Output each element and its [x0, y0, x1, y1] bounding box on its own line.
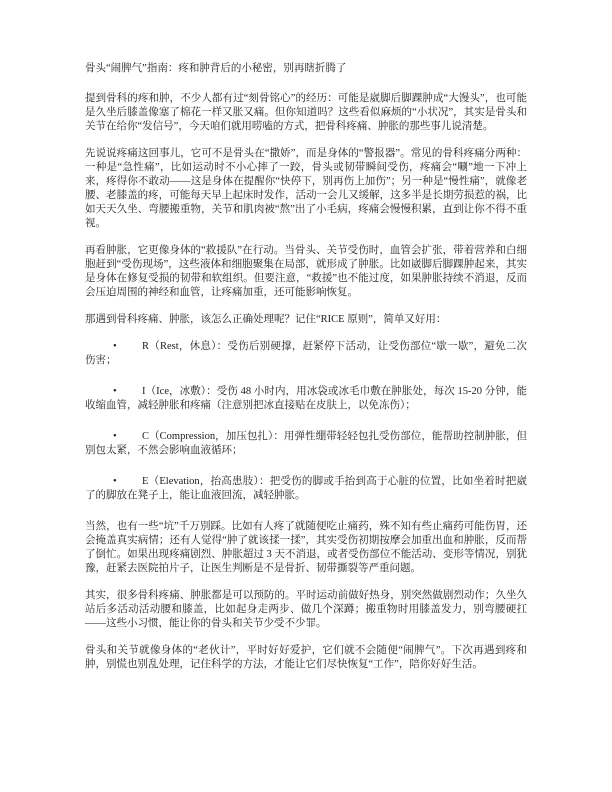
paragraph-intro: 提到骨科的疼和肿，不少人都有过“刻骨铭心”的经历：可能是崴脚后脚踝肿成“大馒头”，也可能是久坐后膝盖像塞了棉花一样又胀又痛。但你知道吗？这些看似麻烦的“小状况”，其实是骨头和关节在给你“发信号”，今天咱们就用唠嗑的方式，把骨科疼痛、肿胀的那些事儿说清楚。: [85, 93, 527, 132]
paragraph-pain: 先说说疼痛这回事儿，它可不是骨头在“撒娇”，而是身体的“警报器”。常见的骨科疼痛分两种：一种是“急性痛”，比如运动时不小心摔了一跤，骨头或韧带瞬间受伤，疼痛会“唰”地一下冲上来，疼得你不敢动——这是身体在提醒你“快停下，别再伤上加伤”；另一种是“慢性痛”，就像老腰、老膝盖的疼，可能每天早上起床时发作，活动一会儿又缓解，这多半是长期劳损惹的祸，比如天天久坐、弯腰搬重物，关节和肌肉被“熬”出了小毛病，疼痛会慢慢积累，直到让你不得不重视。: [85, 148, 527, 229]
paragraph-pitfalls: 当然，也有一些“坑”千万别踩。比如有人疼了就随便吃止痛药，殊不知有些止痛药可能伤胃，还会掩盖真实病情；还有人觉得“肿了就该揉一揉”，其实受伤初期按摩会加重出血和肿胀，反而帮了倒忙。如果出现疼痛剧烈、肿胀超过 3 天不消退，或者受伤部位不能活动、变形等情况，别犹豫，赶紧去医院拍片子，让医生判断是不是骨折、韧带撕裂等严重问题。: [85, 521, 527, 574]
rice-list-item-ice: [85, 385, 527, 413]
bullet-icon: •: [113, 386, 117, 397]
rice-list-item-elevation: [85, 475, 527, 503]
bullet-icon: •: [113, 476, 117, 487]
rice-list-item-text: R（Rest，休息）：受伤后别硬撑，赶紧停下活动，让受伤部位“歇一歇”，避免二次伤害；: [85, 341, 527, 366]
paragraph-swelling: 再看肿胀，它更像身体的“救援队”在行动。当骨头、关节受伤时，血管会扩张，带着营养和白细胞赶到“受伤现场”，这些液体和细胞聚集在局部，就形成了肿胀。比如崴脚后脚踝肿起来，其实是身体在修复受损的韧带和软组织。但要注意，“救援”也不能过度，如果肿胀持续不消退，反而会压迫周围的神经和血管，让疼痛加重，还可能影响恢复。: [85, 245, 527, 298]
paragraph-closing: 骨头和关节就像身体的“老伙计”，平时好好爱护，它们就不会随便“闹脾气”。下次再遇到疼和肿，别慌也别乱处理，记住科学的方法，才能让它们尽快恢复“工作”，陪你好好生活。: [85, 645, 527, 670]
rice-list-item-compression: [85, 430, 527, 458]
document-content: [85, 62, 527, 685]
rice-list-item-text: C（Compression，加压包扎）：用弹性绷带轻轻包扎受伤部位，能帮助控制肿胀，但别包太紧，不然会影响血液循环；: [85, 431, 527, 456]
paragraph-rice-intro: 那遇到骨科疼痛、肿胀，该怎么正确处理呢？记住“RICE 原则”，简单又好用：: [85, 314, 447, 325]
rice-list-item-rest: [85, 340, 527, 368]
rice-list-item-text: E（Elevation，抬高患肢）：把受伤的脚或手抬到高于心脏的位置，比如坐着时把崴了的脚放在凳子上，能让血液回流，减轻肿胀。: [85, 476, 527, 501]
document-title: 骨头“闹脾气”指南：疼和肿背后的小秘密，别再瞎折腾了: [85, 63, 347, 74]
bullet-icon: •: [113, 341, 117, 352]
bullet-icon: •: [113, 431, 117, 442]
rice-list-item-text: I（Ice，冰敷）：受伤 48 小时内，用冰袋或冰毛巾敷在肿胀处，每次 15-20 分钟，能收缩血管，减轻肿胀和疼痛（注意别把冰直接贴在皮肤上，以免冻伤）；: [85, 386, 527, 411]
paragraph-prevention: 其实，很多骨科疼痛、肿胀都是可以预防的。平时运动前做好热身，别突然做剧烈动作；久坐久站后多活动活动腰和膝盖，比如起身走两步、做几个深蹲；搬重物时用膝盖发力，别弯腰硬扛——这些小习惯，能让你的骨头和关节少受不少罪。: [85, 590, 527, 629]
